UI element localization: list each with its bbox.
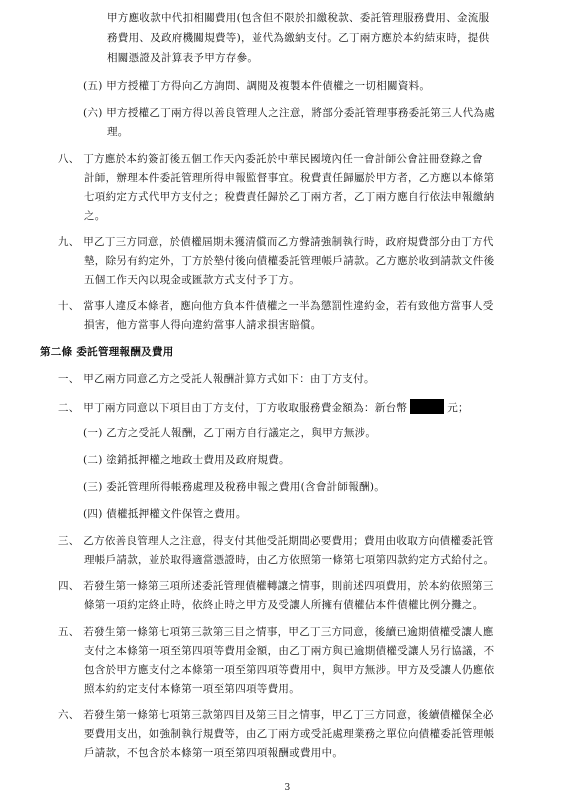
section2-item-6: 六、 若發生第一條第七項第三款第四目及第三目之情事，甲乙丁三方同意，後續債權保全必 <box>58 709 494 721</box>
paragraph-line: 計師，辦理本件委託管理所得申報監督事宜。稅費責任歸屬於甲方者，乙方應以本條第 <box>84 172 495 184</box>
paragraph-line: 條第一項約定終止時，依終止時之甲方及受讓人所擁有債權佔本件債權比例分攤之。 <box>84 599 484 611</box>
paragraph-line: 理帳戶請款，並於取得適當憑證時，由乙方依照第一條第七項第四款約定方式給付之。 <box>84 554 495 566</box>
item-text: 二、 甲丁兩方同意以下項目由丁方支付，丁方收取服務費金額為：新台幣 <box>58 402 408 414</box>
paragraph-line: 要費用支出，如強制執行規費等，由乙丁兩方或受託處理業務之單位向債權委託管理帳 <box>84 728 495 740</box>
paragraph-line: 戶請款，不包含於本條第一項至第四項報酬或費用中。 <box>84 747 344 759</box>
clause-8: 八、 丁方應於本約簽訂後五個工作天內委託於中華民國境內任一會計師公會註冊登錄之會 <box>58 153 483 165</box>
paragraph-line: 之。 <box>84 210 106 222</box>
section2-item-1: 一、 甲乙兩方同意乙方之受託人報酬計算方式如下：由丁方支付。 <box>58 373 375 385</box>
redacted-amount <box>410 399 444 414</box>
sub-item-4: (四) 債權抵押權文件保管之費用。 <box>83 508 247 520</box>
item-text-suffix: 元； <box>447 402 469 414</box>
paragraph-line: 包含於甲方應支付之本條第一項至第四項等費用中，與甲方無涉。甲方及受讓人仍應依 <box>84 664 495 676</box>
sub-item-6: (六) 甲方授權乙丁兩方得以善良管理人之注意，將部分委託管理事務委託第三人代為處 <box>83 107 496 119</box>
section2-item-4: 四、 若發生第一條第三項所述委託管理債權轉讓之情事，則前述四項費用，於本約依照第三 <box>58 580 494 592</box>
paragraph-line: 理。 <box>107 126 129 138</box>
paragraph-line: 相關憑證及計算表予甲方存參。 <box>107 52 259 64</box>
paragraph-line: 務費用、及政府機關規費等)，並代為繳納支付。乙丁兩方應於本約結束時，提供 <box>107 32 490 44</box>
sub-item-5: (五) 甲方授權丁方得向乙方詢問、調閱及複製本件債權之一切相關資料。 <box>83 80 431 92</box>
paragraph-line: 墊，除另有約定外，丁方於墊付後向債權委託管理帳戶請款。乙方應於收到請款文件後 <box>84 255 495 267</box>
paragraph-line: 甲方應收款中代扣相關費用(包含但不限於扣繳稅款、委託管理服務費用、金流服 <box>107 12 490 24</box>
section2-item-3: 三、 乙方依善良管理人之注意，得支付其他受託期間必要費用；費用由收取方向債權委託管 <box>58 535 494 547</box>
sub-item-3: (三) 委託管理所得帳務處理及稅務申報之費用(含會計師報酬)。 <box>83 481 386 493</box>
paragraph-line: 五個工作天內以現金或匯款方式支付予丁方。 <box>84 274 300 286</box>
sub-item-1: (一) 乙方之受託人報酬，乙丁兩方自行議定之，與甲方無涉。 <box>83 427 377 439</box>
clause-10: 十、 當事人違反本條者，應向他方負本件債權之一半為懲罰性違約金，若有致他方當事人受 <box>58 300 494 312</box>
clause-9: 九、 甲乙丁三方同意，於債權屆期未獲清償而乙方聲請強制執行時，政府規費部分由丁方代 <box>58 236 494 248</box>
paragraph-line: 支付之本條第一項至第四項等費用金額，由乙丁兩方與已逾期債權受讓人另行協議，不 <box>84 645 495 657</box>
paragraph-line: 照本約約定支付本條第一項至第四項等費用。 <box>84 683 300 695</box>
paragraph-line: 損害，他方當事人得向違約當事人請求損害賠償。 <box>84 319 322 331</box>
page-number: 3 <box>284 783 291 793</box>
section2-item-5: 五、 若發生第一條第七項第三款第三目之情事，甲乙丁三方同意，後續已逾期債權受讓人應 <box>58 626 494 638</box>
section-title: 第二條 委託管理報酬及費用 <box>40 346 174 358</box>
paragraph-line: 七項約定方式代甲方支付之；稅費責任歸於乙丁兩方者，乙丁兩方應自行依法申報繳納 <box>84 191 495 203</box>
sub-item-2: (二) 塗銷抵押權之地政士費用及政府規費。 <box>83 454 290 466</box>
section2-item-2 <box>58 399 469 415</box>
